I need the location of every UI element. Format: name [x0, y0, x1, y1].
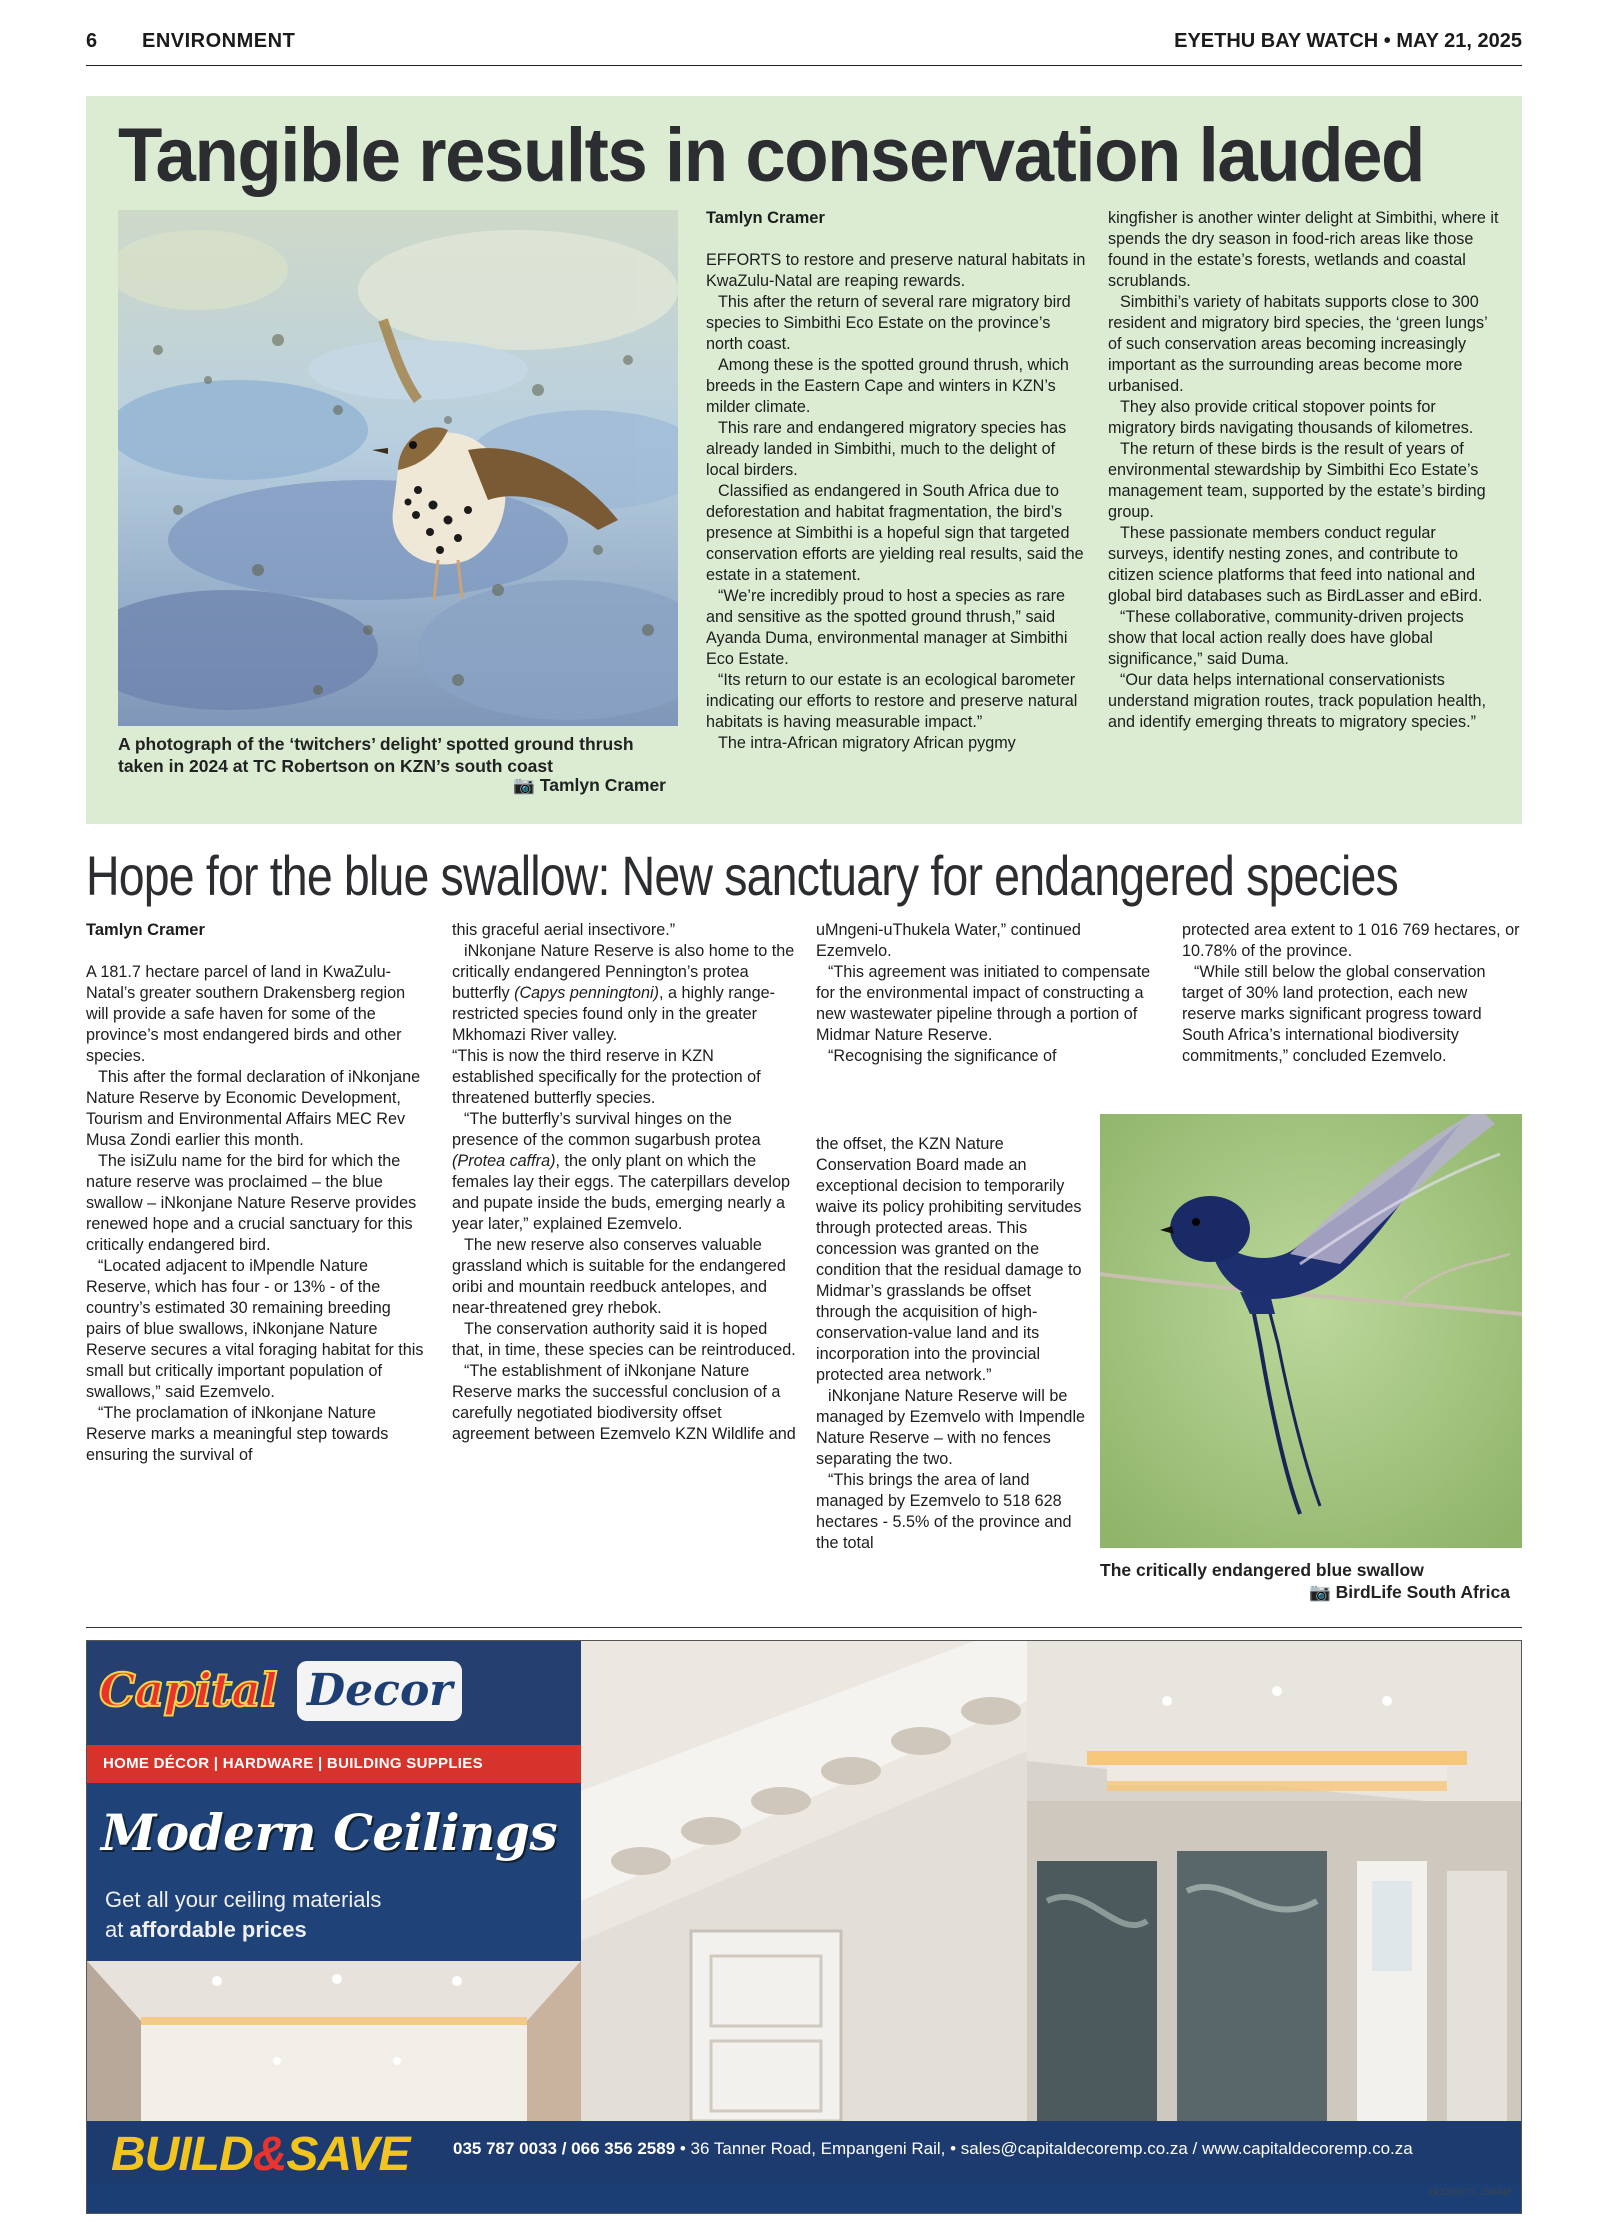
advert-subtitle-1: Get all your ceiling materials: [105, 1887, 382, 1912]
swallow-photo-caption: The critically endangered blue swallow: [1100, 1560, 1424, 1580]
ceiling-lights-image: [87, 1961, 581, 2121]
article2-column-3-narrow: the offset, the KZN Nature Conservation Board made an exceptional decision to temporarily waive its policy prohibiting servitudes through protected areas. This concession was granted on the condition that the residual damage to Midmar’s grasslands be offset through the acquisition of high-conservation-value land and its incorporation into the provincial protected area network.” iNkonjane Nature Reserve will be managed by Ezemvelo with Impendle Nature Reserve – with no fences separating the two. “This brings the area of land managed by Ezemvelo to 518 628 hectares - 5.5% of the province and the total: [816, 1135, 1086, 1552]
capital-decor-advert: [86, 1640, 1522, 2214]
advert-cornice-image: [581, 1641, 1027, 2121]
running-header: [86, 26, 1522, 66]
article2-headline: Hope for the blue swallow: New sanctuary for endangered species: [86, 844, 1398, 907]
article1-column-1: Tamlyn Cramer EFFORTS to restore and preserve natural habitats in KwaZulu-Natal are reaping rewards. This after the return of several rare migratory bird species to Simbithi Eco Estate on the province’s north coast. Among these is the spotted ground thrush, which breeds in the Eastern Cape and winters in KZN’s milder climate. This rare and endangered migratory species has already landed in Simbithi, much to the delight of local birders. Classified as endangered in South Africa due to deforestation and habitat fragmentation, the bird’s presence at Simbithi is a hopeful sign that targeted conservation efforts are yielding real results, said the estate in a statement. “We’re incredibly proud to host a species as rare and sensitive as the spotted ground thrush,” said Ayanda Duma, environmental manager at Simbithi Eco Estate. “Its return to our estate is an ecological barometer indicating our efforts to restore and preserve natural habitats is having measurable impact.” The intra-African migratory African pygmy: [706, 208, 1090, 754]
article2-column-3-top: uMngeni-uThukela Water,” continued Ezemvelo. “This agreement was initiated to compensate for the environmental impact of constructing a new wastewater pipeline through a portion of Midmar Nature Reserve. “Recognising the significance of: [816, 921, 1151, 1065]
article2-column-1: Tamlyn Cramer A 181.7 hectare parcel of land in KwaZulu-Natal’s greater southern Drakensberg region will provide a safe haven for some of the province’s most endangered birds and other species. This after the formal declaration of iNkonjane Nature Reserve by Economic Development, Tourism and Environmental Affairs MEC Rev Musa Zondi earlier this month. The isiZulu name for the bird for which the nature reserve was proclaimed – the blue swallow – iNkonjane Nature Reserve provides renewed hope and a crucial sanctuary for this critically endangered bird. “Located adjacent to iMpendle Nature Reserve, which has four - or 13% - of the country’s estimated 30 remaining breeding pairs of blue swallows, iNkonjane Nature Reserve secures a vital foraging habitat for this small but critically important population of swallows,” said Ezemvelo. “The proclamation of iNkonjane Nature Reserve marks a meaningful step towards ensuring the survival of: [86, 920, 430, 1466]
advert-logo: [87, 1641, 581, 1745]
logo-word-capital: Capital: [99, 1663, 277, 1717]
advert-slogan: BUILD&SAVE: [111, 2128, 410, 2181]
paper-name-date: EYETHU BAY WATCH • MAY 21, 2025: [1174, 30, 1522, 52]
thrush-photo-credit: 📷 Tamlyn Cramer: [513, 775, 666, 795]
article2-column-2: this graceful aerial insectivore.” iNkonjane Nature Reserve is also home to the critically endangered Pennington’s protea butterfly (Capys penningtoni), a highly range-restricted species found only in the greater Mkhomazi River valley. “This is now the third reserve in KZN established specifically for the protection of threatened butterfly species. “The butterfly’s survival hinges on the presence of the common sugarbush protea (Protea caffra), the only plant on which the females lay their eggs. The caterpillars develop and pupate inside the buds, emerging nearly a year later,” explained Ezemvelo. The new reserve also conserves valuable grassland which is suitable for the endangered oribi and mountain reedbuck antelopes, and near-threatened grey rhebok. The conservation authority said it is hoped that, in time, these species can be reintroduced. “The establishment of iNkonjane Nature Reserve marks the successful conclusion of a carefully negotiated biodiversity offset agreement between Ezemvelo KZN Wildlife and: [452, 921, 796, 1443]
article1-byline: Tamlyn Cramer: [706, 209, 825, 227]
article1-column-2: kingfisher is another winter delight at Simbithi, where it spends the dry season in food-rich areas like those found in the estate’s forests, wetlands and coastal scrublands. Simbithi’s variety of habitats supports close to 300 resident and migratory bird species, the ‘green lungs’ of such conservation areas becoming increasingly important as the surrounding areas become more urbanised. They also provide critical stopover points for migratory birds navigating thousands of kilometres. The return of these birds is the result of years of environmental stewardship by Simbithi Eco Estate’s management team, supported by the estate’s birding group. These passionate members conduct regular surveys, identify nesting zones, and contribute to citizen science platforms that feed into national and global bird databases such as BirdLasser and eBird. “These collaborative, community-driven projects show that local action really does have global significance,” said Duma. “Our data helps international conservationists understand migration routes, track population health, and identify emerging threats to migratory species.”: [1108, 209, 1499, 731]
advert-tagline: HOME DÉCOR | HARDWARE | BUILDING SUPPLIES: [87, 1745, 581, 1783]
thrush-image: [118, 210, 678, 726]
swallow-photo-credit: 📷 BirdLife South Africa: [1308, 1582, 1510, 1602]
page-number: 6: [86, 30, 98, 52]
camera-icon: 📷: [1308, 1582, 1331, 1602]
advert-product-title: Modern Ceilings: [101, 1803, 558, 1862]
advert-contact: 035 787 0033 / 066 356 2589 • 36 Tanner Road, Empangeni Rail, • sales@capitaldecoremp.co.za / www.capitaldecoremp.co.za: [453, 2139, 1413, 2158]
advert-left-panel: [87, 1641, 581, 2121]
thrush-photo: [118, 210, 678, 726]
advert-reference: ZR22993371_2506MP: [1427, 2187, 1511, 2197]
camera-icon: 📷: [513, 775, 535, 795]
article-conservation: [86, 96, 1522, 824]
section-label: ENVIRONMENT: [142, 30, 296, 52]
advert-footer: [87, 2121, 1522, 2183]
advert-interior-image: [1027, 1641, 1522, 2121]
article2-column-4: protected area extent to 1 016 769 hectares, or 10.78% of the province. “While still below the global conservation target of 30% land protection, each new reserve marks significant progress toward South Africa’s international biodiversity commitments,” concluded Ezemvelo.: [1182, 921, 1520, 1065]
article-headline: Tangible results in conservation lauded: [118, 113, 1424, 198]
advert-subtitle-2: at affordable prices: [105, 1917, 307, 1942]
logo-word-decor: Decor: [297, 1661, 462, 1721]
swallow-image: [1100, 1114, 1522, 1548]
swallow-photo: [1100, 1114, 1522, 1548]
article2-byline: Tamlyn Cramer: [86, 921, 205, 939]
section-divider: [86, 1627, 1522, 1628]
thrush-photo-caption: A photograph of the ‘twitchers’ delight’ spotted ground thrush taken in 2024 at TC Robertson on KZN’s south coast: [118, 734, 634, 776]
